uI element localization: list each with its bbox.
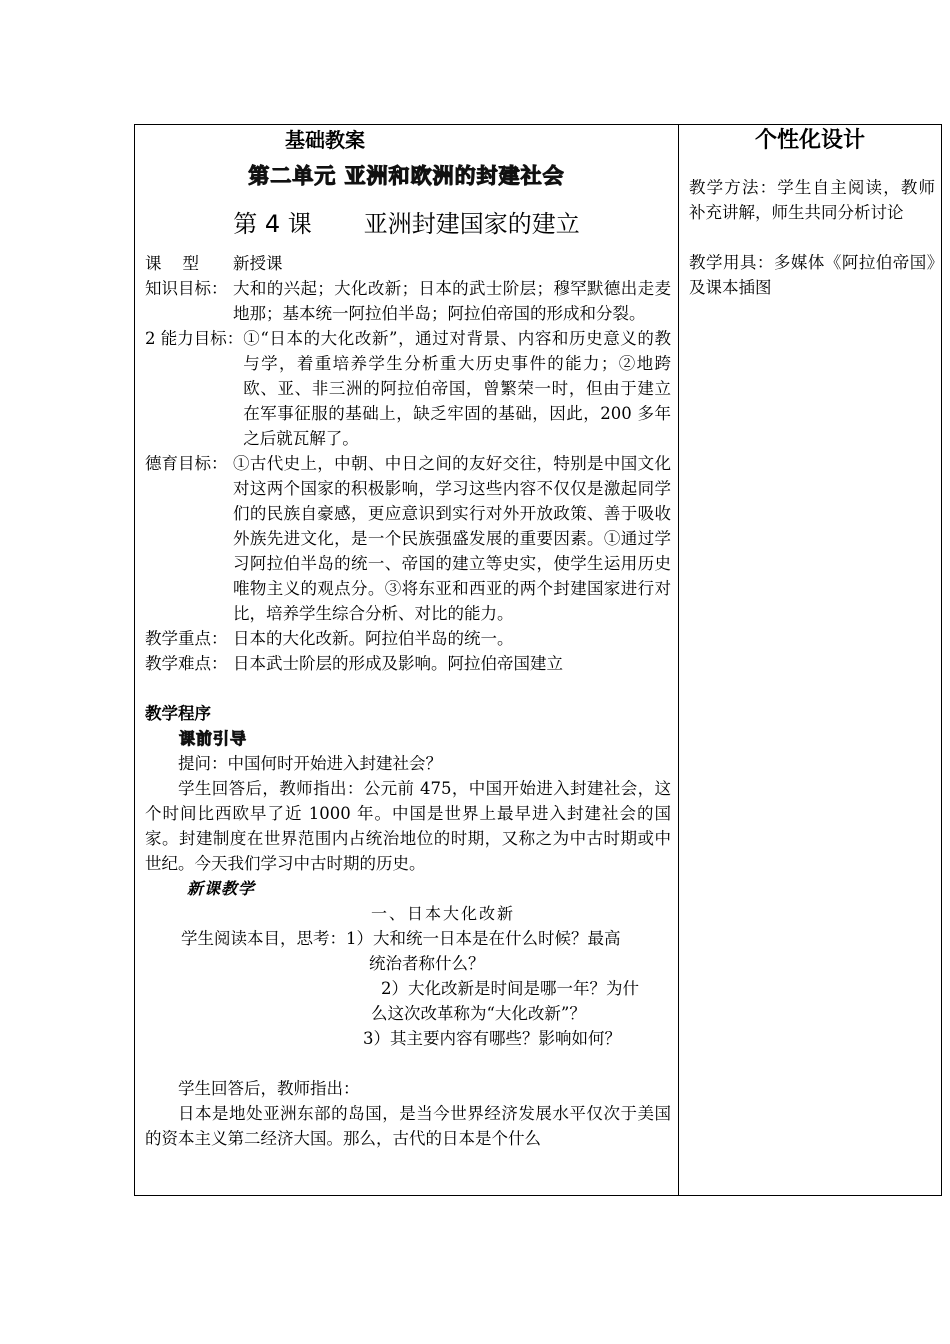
- teaching-method: 教学方法：学生自主阅读，教师补充讲解，师生共同分析讨论: [689, 178, 935, 222]
- course-type-row: [145, 251, 671, 276]
- ability-goal-text: ①“日本的大化改新”，通过对背景、内容和历史意义的教与学，着重培养学生分析重大历史事件的能力；②地跨欧、亚、非三洲的阿拉伯帝国，曾繁荣一时，但由于建立在军事征服的基础上，缺乏牢固的基础，因此，200 多年之后就瓦解了。: [243, 329, 671, 448]
- personalized-design-column: [679, 125, 941, 1195]
- side-notes: [689, 175, 935, 300]
- knowledge-goal-label: 知识目标：: [145, 279, 228, 298]
- knowledge-goal-text: 大和的兴起；大化改新；日本的武士阶层；穆罕默德出走麦地那；基本统一阿拉伯半岛；阿拉伯帝国的形成和分裂。: [233, 279, 671, 323]
- section-one-title: 一、日本大化改新: [370, 904, 515, 923]
- personalized-design-title: 个性化设计: [754, 128, 865, 153]
- teaching-tools: 教学用具：多媒体《阿拉伯帝国》及课本插图: [689, 253, 935, 297]
- lesson-title: 亚洲封建国家的建立: [363, 210, 580, 238]
- intro-question: 提问：中国何时开始进入封建社会？: [178, 754, 442, 773]
- difficulty-label: 教学难点：: [145, 654, 228, 673]
- ability-goal-row: [145, 326, 671, 451]
- reading-prompt: 学生阅读本目，思考：1）大和统一日本是在什么时候？最高: [181, 929, 621, 948]
- moral-goal-row: [145, 451, 671, 626]
- basic-plan-column: [135, 125, 678, 1195]
- lesson-title-line: [135, 209, 678, 239]
- reading-prompt-continued: 统治者称什么？: [369, 954, 485, 973]
- key-point-row: [145, 626, 671, 651]
- lesson-number: 第 4 课: [233, 210, 312, 238]
- difficulty-text: 日本武士阶层的形成及影响。阿拉伯帝国建立: [233, 654, 563, 673]
- difficulty-row: [145, 651, 671, 676]
- knowledge-goal-row: [145, 276, 671, 326]
- lesson-plan-table: [134, 124, 942, 1196]
- new-lesson-heading: 新课教学: [187, 879, 256, 898]
- basic-plan-header: 基础教案: [285, 128, 365, 152]
- key-point-label: 教学重点：: [145, 629, 228, 648]
- teacher-points: 学生回答后，教师指出：: [178, 1079, 360, 1098]
- question-three: 3）其主要内容有哪些？影响如何？: [363, 1029, 621, 1048]
- question-two: 2）大化改新是时间是哪一年？为什: [381, 979, 639, 998]
- question-two-continued: 么这次改革称为“大化改新”？: [371, 1004, 586, 1023]
- ability-goal-label: 2 能力目标：: [145, 329, 244, 348]
- moral-goal-label: 德育目标：: [145, 454, 228, 473]
- course-type-label: 课 型: [145, 254, 199, 273]
- key-point-text: 日本的大化改新。阿拉伯半岛的统一。: [233, 629, 514, 648]
- intro-heading: 课前引导: [179, 729, 248, 748]
- japan-intro: 日本是地处亚洲东部的岛国，是当今世界经济发展水平仅次于美国的资本主义第二经济大国。那么，古代的日本是个什么: [145, 1104, 671, 1148]
- procedure-heading: 教学程序: [145, 704, 211, 723]
- intro-answer: 学生回答后，教师指出：公元前 475，中国开始进入封建社会，这个时间比西欧早了近 1000 年。中国是世界上最早进入封建社会的国家。封建制度在世界范围内占统治地位的时期，又称之为中古时期或中世纪。今天我们学习中古时期的历史。: [145, 779, 671, 873]
- unit-title: 第二单元 亚洲和欧洲的封建社会: [248, 164, 565, 188]
- course-type-value: 新授课: [233, 254, 283, 273]
- moral-goal-text: ①古代史上，中朝、中日之间的友好交往，特别是中国文化对这两个国家的积极影响，学习这些内容不仅仅是激起同学们的民族自豪感，更应意识到实行对外开放政策、善于吸收外族先进文化，是一个民族强盛发展的重要因素。①通过学习阿拉伯半岛的统一、帝国的建立等史实，使学生运用历史唯物主义的观点分。③将东亚和西亚的两个封建国家进行对比，培养学生综合分析、对比的能力。: [233, 454, 671, 623]
- plan-body: [145, 251, 671, 1151]
